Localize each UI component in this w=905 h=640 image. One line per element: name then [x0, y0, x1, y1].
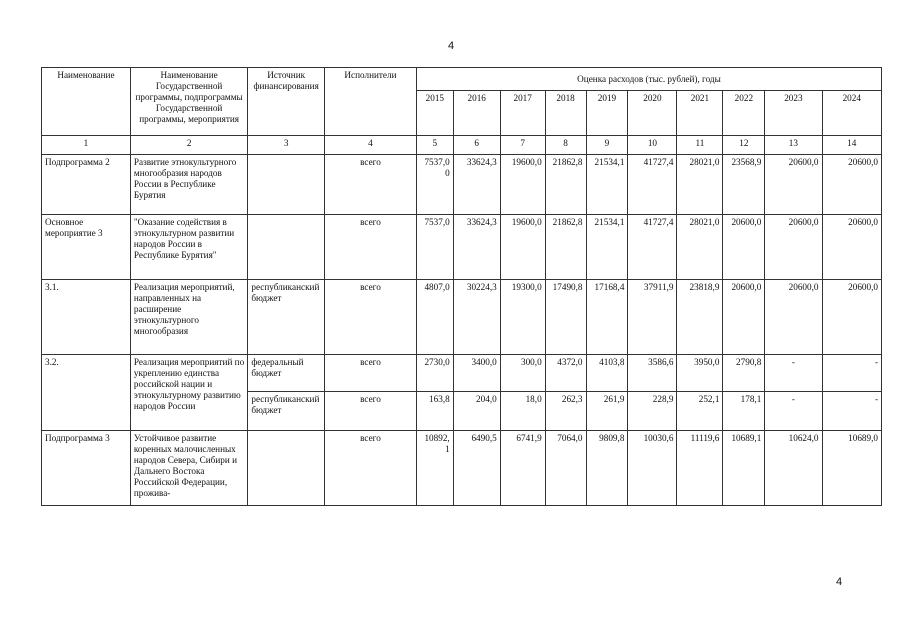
header-program-name: Наименование Государственной программы, подпрограммы Государственной программы, мероприятия — [130, 68, 247, 136]
table-header-row — [42, 68, 882, 91]
col-number: 2 — [130, 136, 247, 155]
value-cell: 10030,6 — [628, 431, 677, 506]
col-number: 13 — [765, 136, 822, 155]
year-cell: 2017 — [500, 91, 545, 136]
value-cell: 20600,0 — [822, 280, 882, 355]
table-row — [42, 431, 882, 506]
row-source: федеральный бюджет — [248, 355, 325, 392]
value-cell: 30224,3 — [453, 280, 500, 355]
row-title: Развитие этнокультурного многообразия народов России в Республике Бурятия — [130, 155, 247, 215]
value-cell: 20600,0 — [723, 280, 765, 355]
value-cell: 6490,5 — [453, 431, 500, 506]
value-cell: 17490,8 — [545, 280, 586, 355]
col-number: 5 — [416, 136, 453, 155]
year-cell: 2020 — [628, 91, 677, 136]
value-cell: 4103,8 — [586, 355, 628, 392]
row-title: Реализация мероприятий по укреплению единства российской нации и этнокультурному развитию народов России — [130, 355, 247, 431]
year-cell: 2016 — [453, 91, 500, 136]
col-number: 8 — [545, 136, 586, 155]
value-cell: 10689,0 — [822, 431, 882, 506]
value-cell: 23818,9 — [677, 280, 723, 355]
value-cell: 33624,3 — [453, 155, 500, 215]
value-cell: 33624,3 — [453, 215, 500, 280]
col-number: 9 — [586, 136, 628, 155]
page-number-top: 4 — [448, 40, 455, 52]
value-cell: - — [765, 355, 822, 392]
value-cell: 37911,9 — [628, 280, 677, 355]
value-cell: 6741,9 — [500, 431, 545, 506]
row-source — [248, 431, 325, 506]
value-cell: 23568,9 — [723, 155, 765, 215]
value-cell: 228,9 — [628, 392, 677, 431]
value-cell: 7064,0 — [545, 431, 586, 506]
row-executor: всего — [324, 280, 416, 355]
value-cell: 28021,0 — [677, 155, 723, 215]
row-executor: всего — [324, 215, 416, 280]
value-cell: 20600,0 — [822, 155, 882, 215]
value-cell: 163,8 — [416, 392, 453, 431]
table-row — [42, 155, 882, 215]
year-cell: 2023 — [765, 91, 822, 136]
value-cell: 20600,0 — [822, 215, 882, 280]
year-cell: 2019 — [586, 91, 628, 136]
value-cell: 3586,6 — [628, 355, 677, 392]
year-cell: 2015 — [416, 91, 453, 136]
value-cell: 21862,8 — [545, 215, 586, 280]
year-cell: 2024 — [822, 91, 882, 136]
row-source — [248, 155, 325, 215]
header-estimate: Оценка расходов (тыс. рублей), годы — [416, 68, 881, 91]
page-number-bottom: 4 — [836, 576, 843, 588]
col-number: 1 — [42, 136, 131, 155]
col-number: 3 — [248, 136, 325, 155]
header-name: Наименование — [42, 68, 131, 136]
table-row — [42, 355, 882, 392]
value-cell: 19600,0 — [500, 215, 545, 280]
header-funding-source: Источник финансирования — [248, 68, 325, 136]
value-cell: 41727,4 — [628, 215, 677, 280]
row-name: 3.2. — [42, 355, 131, 431]
value-cell: 204,0 — [453, 392, 500, 431]
year-cell: 2022 — [723, 91, 765, 136]
value-cell: 10892,1 — [416, 431, 453, 506]
value-cell: 4372,0 — [545, 355, 586, 392]
value-cell: 7537,00 — [416, 155, 453, 215]
value-cell: 2790,8 — [723, 355, 765, 392]
row-source: республиканский бюджет — [248, 280, 325, 355]
row-name: Подпрограмма 2 — [42, 155, 131, 215]
table-row — [42, 215, 882, 280]
value-cell: 7537,0 — [416, 215, 453, 280]
col-number: 4 — [324, 136, 416, 155]
value-cell: 3400,0 — [453, 355, 500, 392]
col-number: 12 — [723, 136, 765, 155]
col-number: 14 — [822, 136, 882, 155]
row-executor: всего — [324, 392, 416, 431]
row-title: "Оказание содействия в этнокультурном развитии народов России в Республике Бурятия" — [130, 215, 247, 280]
value-cell: 17168,4 — [586, 280, 628, 355]
value-cell: 9809,8 — [586, 431, 628, 506]
row-title: Реализация мероприятий, направленных на расширение этнокультурного многообразия — [130, 280, 247, 355]
value-cell: 3950,0 — [677, 355, 723, 392]
value-cell: 252,1 — [677, 392, 723, 431]
value-cell: 20600,0 — [765, 155, 822, 215]
year-cell: 2021 — [677, 91, 723, 136]
col-number: 11 — [677, 136, 723, 155]
row-name: Подпрограмма 3 — [42, 431, 131, 506]
value-cell: 20600,0 — [765, 215, 822, 280]
table-row — [42, 280, 882, 355]
value-cell: 19300,0 — [500, 280, 545, 355]
row-name: Основное мероприятие 3 — [42, 215, 131, 280]
year-cell: 2018 — [545, 91, 586, 136]
row-source — [248, 215, 325, 280]
value-cell: - — [822, 392, 882, 431]
value-cell: - — [765, 392, 822, 431]
value-cell: 19600,0 — [500, 155, 545, 215]
row-executor: всего — [324, 155, 416, 215]
row-executor: всего — [324, 355, 416, 392]
value-cell: 261,9 — [586, 392, 628, 431]
header-executors: Исполнители — [324, 68, 416, 136]
row-executor: всего — [324, 431, 416, 506]
value-cell: 21534,1 — [586, 215, 628, 280]
value-cell: - — [822, 355, 882, 392]
value-cell: 262,3 — [545, 392, 586, 431]
value-cell: 300,0 — [500, 355, 545, 392]
value-cell: 21862,8 — [545, 155, 586, 215]
row-name: 3.1. — [42, 280, 131, 355]
column-number-row — [42, 136, 882, 155]
value-cell: 178,1 — [723, 392, 765, 431]
value-cell: 28021,0 — [677, 215, 723, 280]
value-cell: 10624,0 — [765, 431, 822, 506]
value-cell: 11119,6 — [677, 431, 723, 506]
value-cell: 20600,0 — [723, 215, 765, 280]
row-title: Устойчивое развитие коренных малочисленных народов Севера, Сибири и Дальнего Востока Российской Федерации, прожива- — [130, 431, 247, 506]
value-cell: 18,0 — [500, 392, 545, 431]
col-number: 10 — [628, 136, 677, 155]
budget-table — [41, 67, 882, 506]
value-cell: 21534,1 — [586, 155, 628, 215]
value-cell: 41727,4 — [628, 155, 677, 215]
value-cell: 20600,0 — [765, 280, 822, 355]
value-cell: 10689,1 — [723, 431, 765, 506]
value-cell: 4807,0 — [416, 280, 453, 355]
col-number: 7 — [500, 136, 545, 155]
row-source: республиканский бюджет — [248, 392, 325, 431]
col-number: 6 — [453, 136, 500, 155]
value-cell: 2730,0 — [416, 355, 453, 392]
